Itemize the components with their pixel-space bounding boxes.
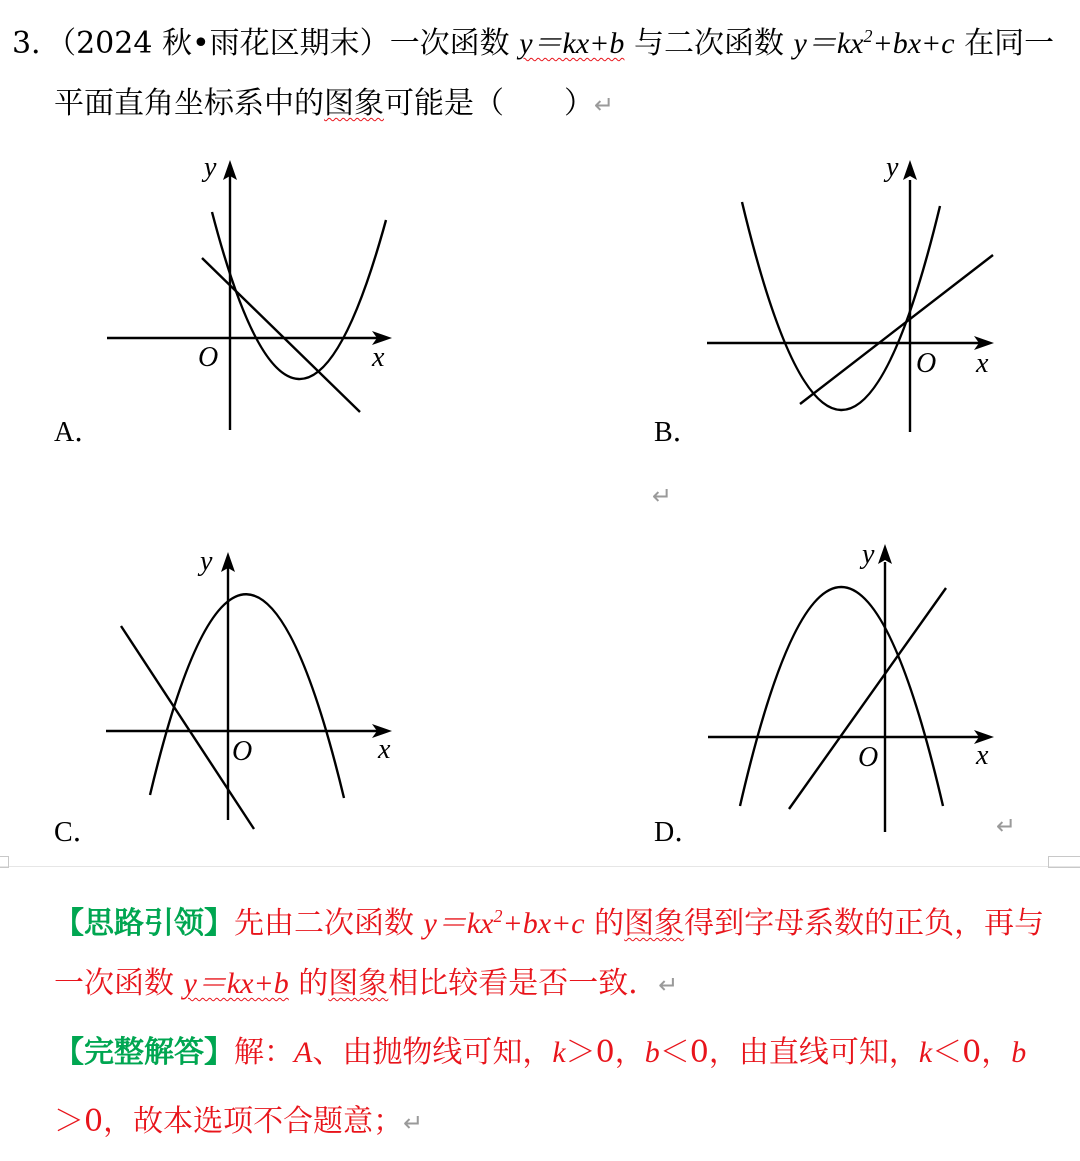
hint-text: 的: [288, 966, 329, 1001]
x-axis-label: x: [976, 740, 989, 771]
hint-linear-function: y＝kx+b: [183, 967, 289, 1000]
hint-underlined-word: 图象: [624, 906, 685, 941]
answer-text: 故本选项不合题意；: [133, 1104, 404, 1139]
answer-tag: 【完整解答】: [54, 1035, 234, 1070]
answer-line-2: [54, 1102, 423, 1143]
y-axis-label: y: [200, 546, 213, 577]
y-axis-label: y: [862, 539, 875, 570]
return-mark-icon: ↵: [658, 971, 679, 999]
answer-option-letter: A: [294, 1036, 313, 1069]
margin-corner-marker: [1048, 856, 1080, 868]
answer-text: 解：: [234, 1035, 294, 1070]
hint-line-1: [54, 896, 1044, 944]
origin-label: O: [232, 736, 253, 767]
answer-blank: 可能是（ ）: [384, 86, 594, 121]
hint-text: 的: [584, 906, 625, 941]
return-mark-icon: ↵: [594, 91, 615, 119]
return-mark-icon: ↵: [652, 482, 673, 510]
stem-text: 平面直角坐标系中的: [54, 86, 324, 121]
answer-text: ＞0，: [565, 1035, 645, 1070]
hint-underlined-word: 图象: [328, 966, 389, 1001]
y-axis-label: y: [204, 152, 217, 183]
x-axis-label: x: [378, 734, 391, 765]
parabola: [740, 587, 943, 806]
answer-text: ＜0，: [932, 1035, 1012, 1070]
return-mark-icon: ↵: [996, 812, 1017, 840]
origin-label: O: [858, 742, 879, 773]
question-number: 3．: [12, 26, 62, 61]
hint-text: 相比较看是否一致．: [388, 966, 659, 1001]
page-break-divider: [0, 866, 1080, 867]
hint-tag: 【思路引领】: [54, 906, 234, 941]
return-mark-icon: ↵: [403, 1109, 424, 1137]
answer-variable: k: [552, 1036, 566, 1069]
hint-text: 得到字母系数的正负，再与: [684, 906, 1045, 941]
answer-text: 、由抛物线可知，: [312, 1035, 553, 1070]
y-axis-label: y: [886, 152, 899, 183]
x-axis-label: x: [976, 348, 989, 379]
stem-text: 一次函数: [389, 26, 520, 61]
answer-line-1: [54, 1033, 1026, 1073]
answer-variable: b: [644, 1036, 660, 1069]
option-label-c: C．: [54, 817, 101, 848]
answer-text: 由直线可知，: [738, 1035, 919, 1070]
linear-function: y＝kx+b: [519, 27, 625, 60]
y-arrow-icon: [878, 544, 892, 564]
origin-label: O: [198, 342, 219, 373]
stem-text: 与二次函数: [624, 26, 794, 61]
answer-variable: k: [918, 1036, 933, 1069]
origin-label: O: [916, 348, 937, 379]
margin-corner-marker: [0, 856, 9, 868]
hint-text: 先由二次函数: [234, 906, 424, 941]
answer-text: ＜0，: [659, 1035, 739, 1070]
x-axis-label: x: [372, 342, 385, 373]
option-label-b: B．: [654, 417, 701, 448]
hint-quadratic-function: $y=kx^2+bx+c$: [423, 906, 585, 940]
stem-text: 在同一: [954, 26, 1055, 61]
answer-variable: b: [1011, 1036, 1027, 1069]
straight-line: [789, 588, 946, 809]
answer-text: ＞0，: [54, 1104, 134, 1139]
stem-underlined-word: 图象: [324, 86, 384, 121]
option-label-a: A．: [54, 417, 103, 448]
option-label-d: D．: [654, 817, 703, 848]
hint-text: 一次函数: [54, 966, 184, 1001]
quadratic-function: $y=kx^2+bx+c$: [793, 26, 955, 60]
hint-line-2: [54, 964, 678, 1005]
question-source: （2024 秋•雨花区期末）: [61, 26, 390, 61]
